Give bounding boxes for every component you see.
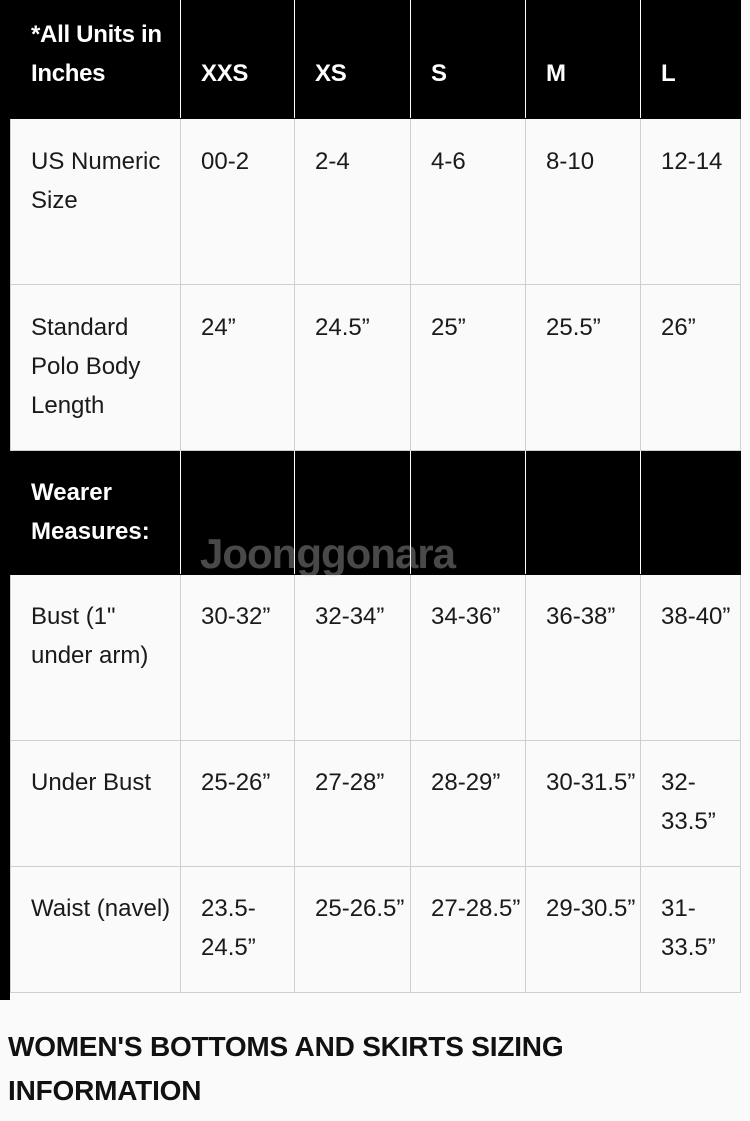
row-label: Under Bust [11,741,181,867]
table-row [11,119,741,285]
row-label: Standard Polo Body Length [11,285,181,451]
row-label: Waist (navel) [11,867,181,993]
table-cell: 34-36” [411,575,526,741]
size-header-xs: XS [295,1,411,119]
size-header-s: S [411,1,526,119]
table-cell: 28-29” [411,741,526,867]
table-header-row [11,1,741,119]
section-empty-cell [181,451,295,575]
table-cell: 25-26.5” [295,867,411,993]
table-row [11,575,741,741]
table-cell: 25” [411,285,526,451]
section-header-row [11,451,741,575]
table-cell: 32-34” [295,575,411,741]
table-cell: 38-40” [641,575,741,741]
table-cell: 4-6 [411,119,526,285]
table-cell: 12-14 [641,119,741,285]
table-cell: 25-26” [181,741,295,867]
size-chart-table [10,0,741,993]
table-cell: 8-10 [526,119,641,285]
left-edge-strip [0,0,10,1000]
table-cell: 27-28.5” [411,867,526,993]
section-label: Wearer Measures: [11,451,181,575]
table-cell: 30-31.5” [526,741,641,867]
table-cell: 23.5-24.5” [181,867,295,993]
table-cell: 31-33.5” [641,867,741,993]
section-empty-cell [526,451,641,575]
table-cell: 36-38” [526,575,641,741]
watermark: Joonggonara [200,530,456,577]
section-empty-cell [641,451,741,575]
table-cell: 25.5” [526,285,641,451]
size-header-m: M [526,1,641,119]
table-cell: 24.5” [295,285,411,451]
table-row [11,285,741,451]
units-note: *All Units in Inches [11,1,181,119]
table-cell: 30-32” [181,575,295,741]
table-cell: 27-28” [295,741,411,867]
table-cell: 24” [181,285,295,451]
table-cell: 00-2 [181,119,295,285]
row-label: Bust (1" under arm) [11,575,181,741]
table-cell: 26” [641,285,741,451]
table-row [11,867,741,993]
row-label: US Numeric Size [11,119,181,285]
size-header-l: L [641,1,741,119]
bottoms-section-heading: WOMEN'S BOTTOMS AND SKIRTS SIZING INFORMATION [8,1031,564,1106]
size-header-xxs: XXS [181,1,295,119]
section-empty-cell [295,451,411,575]
section-empty-cell [411,451,526,575]
table-cell: 32-33.5” [641,741,741,867]
table-row [11,741,741,867]
table-cell: 2-4 [295,119,411,285]
table-cell: 29-30.5” [526,867,641,993]
